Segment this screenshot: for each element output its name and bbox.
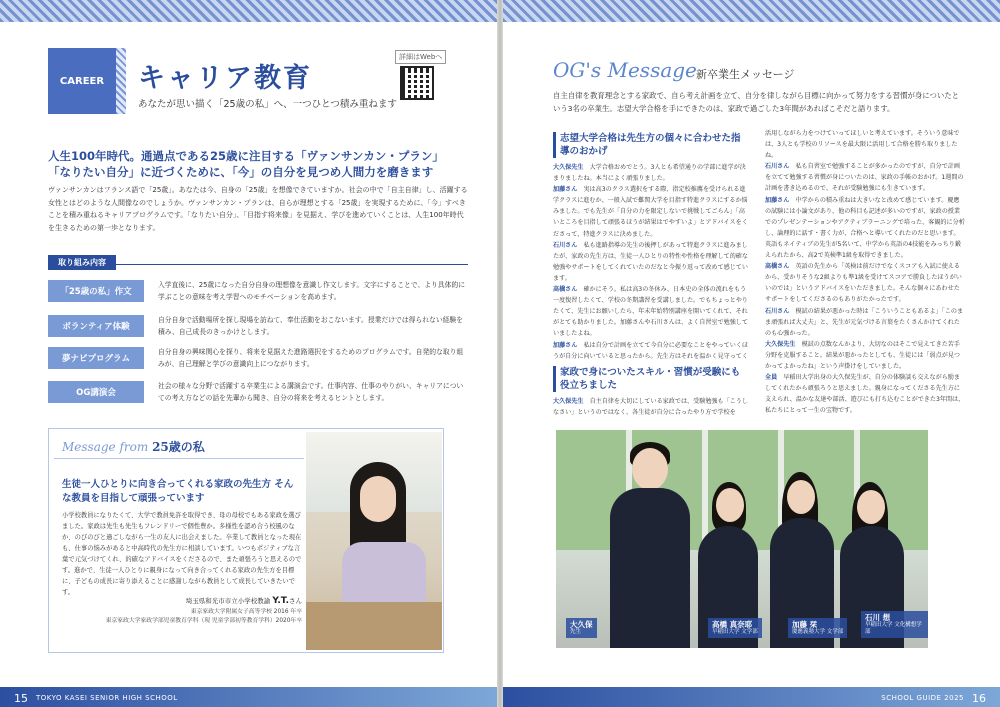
speaker-text: 実は高3のクラス選択をする際、指定校推薦を受けられる進学クラスに進むか、一般入試で難関大学を目指す特進クラスにするか悩みました。でも先生が「自分の力を限定しないで挑戦してごらん」「高いところを目指して頑張るほうが結果はでやすいよ」とアドバイスをくださって、特進クラスに決めました。	[553, 186, 748, 238]
photo-caption: 石川 想 早稲田大学 文化構想学部	[861, 611, 928, 638]
message-body: 小学校教員になりたくて、大学で教員免許を取得でき、母の母校でもある家政を選びました。家政は先生も先生もフレンドリーで個性豊か。多様性を認め合う校風のなか、のびのびと過ごしながら一生の友人に出会えました。卒業して教員となった現在も、仕事の悩みがあると中高時代の先生方に相談しています。いつもポジティブな言葉で元気づけてくれ、的確なアドバイスをくださるので、また頑張ろうと思えるのです。進かで、生徒一人ひとりに親身になって向き合ってくれる家政の先生方を目標に、子どもの成長に寄り添えることに感謝しながら教員として成長していきたいです。	[62, 512, 302, 596]
program-item	[48, 280, 468, 304]
og-lead: 自主自律を教育理念とする家政で、自ら考え計画を立て、自分を律しながら目標に向かって努力をする習慣が身についたという3名の卒業生。志望大学合格を手にできたのは、家政で過ごした3年間があればこそだと語ります。	[553, 91, 960, 113]
og-subtitle: 新卒業生メッセージ	[696, 68, 795, 81]
speaker-name: 高橋さん	[765, 263, 796, 271]
speaker-name: 全員	[765, 374, 784, 382]
career-stripe	[116, 48, 126, 114]
program-tag: 夢ナビプログラム	[48, 347, 144, 369]
section-heading	[48, 250, 468, 265]
right-page	[503, 0, 1000, 707]
divider	[54, 458, 304, 459]
speaker-name: 高橋さん	[553, 286, 584, 294]
dialogue-line	[553, 162, 748, 184]
speaker-name: 大久保先生	[553, 164, 590, 171]
section-label: 取り組み内容	[48, 255, 116, 270]
graduate-photo	[306, 432, 442, 650]
speaker-text: 模試の点数なんかより、大切なのはそこで見えてきた苦手分野を克服すること。結果が悪かったとしても、生徒には「弱点が見つかってよかったね」という声掛けをしていました。	[765, 340, 960, 370]
intro-text: ヴァンサンカンはフランス語で「25歳」。あなたは今、自身の「25歳」を想像できていますか。社会の中で「自主自律」し、活躍する女性とはどのような人間像なのでしょうか。ヴァンサンカン・プランは、自らが理想とする「25歳」を実現するために、「今」すべきことを積み重ねるキャリアプログラムです。「なりたい自分」、「目指す将来像」を見据え、学びを進めていくことは、人生100年時代を生きるための第一歩となります。	[48, 186, 468, 232]
photo-caption: 大久保 先生	[566, 618, 597, 638]
speaker-name: 加藤さん	[553, 341, 584, 349]
dialogue-line	[765, 195, 965, 262]
speaker-text: 確かにそう。私は高3の冬休み、日本史の全体の流れをもう一度復習したくて、学校の冬期講習を受講しました。でもちょっとやりたくて、先生にお願いしたら、年末年始特別講座を開いてくれて、それがとても助かりました。加藤さんや石川さんは、よく自習室で勉強していましたよね。	[553, 286, 748, 338]
program-tag: 「25歳の私」作文	[48, 280, 144, 302]
lead-line-1: 人生100年時代。通過点である25歳に注目する「ヴァンサンカン・プラン」	[48, 149, 444, 163]
page-title: キャリア教育	[138, 63, 312, 94]
speaker-text: 自主自律を大切にしている家政では、受験勉強も「こうしなさい」というのではなく、各生徒が自分に合ったやり方で学校を	[553, 398, 748, 417]
dialogue-line	[765, 339, 965, 372]
dialogue-line	[553, 240, 748, 284]
speaker-text: 私も進路指導の先生の後押しがあって特進クラスに進みましたが、家政の先生方は、生徒一人ひとりの特性や性格を理解して的確な勉強やサポートをしてくれていたのだなと今振り返って改めて感じています。	[553, 241, 748, 282]
page-number: 16	[972, 692, 986, 705]
photo-caption: 高橋 真奈耶 早稲田大学 文学部	[708, 618, 762, 638]
speaker-text: 早稲田大学出身の大久保先生が、自分の体験談も交えながら励ましてくれたから頑張ろうと思えました。親身になってくださる先生方に支えられ、温かな友達や部活、遊びにも打ち込むことができた3年間は、私たちにとって一生の宝物です。	[765, 374, 965, 415]
speaker-name: 石川さん	[765, 307, 796, 315]
og-title: OG's Message	[553, 58, 697, 82]
section-heading: 志望大学合格は先生方の個々に合わせた指導のおかげ	[553, 132, 743, 158]
dialogue-line	[765, 306, 965, 339]
group-photo	[556, 430, 928, 648]
top-stripe	[503, 0, 1000, 22]
section-heading: 家政で身についたスキル・習慣が受験にも役立ちました	[553, 366, 743, 392]
speaker-name: 石川さん	[765, 163, 796, 171]
speaker-text: 大学合格おめでとう。3人とも希望通りの学部に進学が決まりましたね。本当によく頑張りました。	[553, 164, 746, 183]
qr-code-icon[interactable]	[400, 66, 434, 100]
footer-text: TOKYO KASEI SENIOR HIGH SCHOOL	[36, 694, 178, 702]
dialogue-line	[553, 340, 748, 363]
dialogue-line	[553, 184, 748, 239]
program-tag: OG講演会	[48, 381, 144, 403]
dialogue-column	[553, 162, 748, 362]
speaker-text: 英語の先生から「英検は前だけでなくスコアも入試に使えるから、受かりそうな2級よりも準1級を受けてスコアで勝負したほうがいいのでは」というアドバイスをいただきました。そんな個々にあわせたサポートをしてくださるのもありがたかったです。	[765, 263, 962, 304]
page-number: 15	[14, 692, 28, 705]
footer-text: SCHOOL GUIDE 2025	[881, 694, 964, 702]
speaker-text: 私も自習室で勉強することが多かったのですが、自分で計画を立てて勉強する習慣が身についたのは、家政の手帳のおかげ。1週間の計画を書き込めるので、それが受験勉強にも生きています。	[765, 163, 964, 193]
program-desc: 入学直後に、25歳になった自分自身の理想像を意識し作文します。文字にすることで、より具体的に学ぶことの意味を考え学習へのモチベーションを高めます。	[158, 281, 466, 301]
message-label: Message from 25歳の私	[62, 440, 205, 454]
dialogue-line	[553, 284, 748, 339]
top-stripe	[0, 0, 497, 22]
dialogue-line	[765, 128, 965, 161]
speaker-text: 模試の結果が悪かった時は「こういうこともあるよ」「このまま頑張れば大丈夫」と、先生が元気づける言葉をたくさんかけてくれたのも心強かった。	[765, 307, 964, 337]
speaker-name: 加藤さん	[553, 186, 584, 194]
program-desc: 自分自身の興味関心を探り、将来を見据えた進路選択をするためのプログラムです。自発的な取り組みが、自己理解と学びの意識向上につながります。	[158, 348, 464, 368]
program-desc: 自分自身で活動場所を探し現場を訪ねて、奉仕活動をおこないます。授業だけでは得られない経験を積み、自己成長のきっかけとします。	[158, 316, 464, 336]
page-subtitle: あなたが思い描く「25歳の私」へ、一つひとつ積み重ねます	[138, 99, 397, 110]
speaker-text: 中学からの積み重ねは大きいなと改めて感じています。慶應の試験には小論文があり、他の科目も記述が多いのですが、家政の授業でのプレゼンテーションやアクティブラーニングで培った、客観的に分析し、論理的に話す・書く力が、合格へと導いてくれたのだと思います。英語もネイティブの先生が5名いて、中学から英語の4技能をみっちり鍛えられたから、高2で英検準1級を取得できました。	[765, 196, 965, 260]
message-signature: 埼玉県和光市市立小学校教諭 Y.T.さん	[185, 596, 302, 606]
dialogue-line	[553, 396, 748, 418]
left-page	[0, 0, 497, 707]
program-tag: ボランティア体験	[48, 315, 144, 337]
speaker-name: 大久保先生	[553, 398, 590, 405]
speaker-text: 私は自分で計画を立てて今自分に必要なことをやっていくほうが自分に向いていると思ったから。先生方はそれを温かく見守ってく	[553, 341, 748, 360]
dialogue-column	[553, 396, 748, 430]
dialogue-line	[765, 161, 965, 194]
dialogue-column	[765, 128, 965, 423]
speaker-name: 大久保先生	[765, 340, 802, 348]
photo-caption: 加藤 栞 慶應義塾大学 文学部	[788, 618, 847, 638]
speaker-text: 活用しながら力をつけていってほしいと考えています。そういう意味では、3人とも学校のリソースを最大限に活用して合格を勝ち取りましたね。	[765, 130, 960, 160]
speaker-name: 加藤さん	[765, 196, 796, 204]
program-item	[48, 347, 468, 371]
program-item	[48, 315, 468, 339]
career-tag: CAREER	[48, 48, 116, 114]
message-career: 東京家政大学附属女子高等学校 2016 年卒 東京家政大学家政学部児童教育学科（現 児童学部初等教育学科）2020年卒	[105, 609, 302, 624]
dialogue-line	[765, 372, 965, 416]
program-item	[48, 381, 468, 405]
lead-heading	[48, 148, 458, 180]
qr-label: 詳細はWebへ	[395, 50, 446, 64]
speaker-name: 石川さん	[553, 241, 584, 249]
lead-line-2: 「なりたい自分」に近づくために、「今」の自分を見つめ人間力を磨きます	[48, 165, 434, 179]
program-desc: 社会の様々な分野で活躍する卒業生による講演会です。仕事内容、仕事のやりがい、キャリアについての考え方などの話を先輩から聞き、自分の将来を考えるヒントとします。	[158, 382, 464, 402]
dialogue-line	[765, 261, 965, 305]
message-title: 生徒一人ひとりに向き合ってくれる家政の先生方 そんな教員を目指して頑張っています	[62, 479, 294, 504]
